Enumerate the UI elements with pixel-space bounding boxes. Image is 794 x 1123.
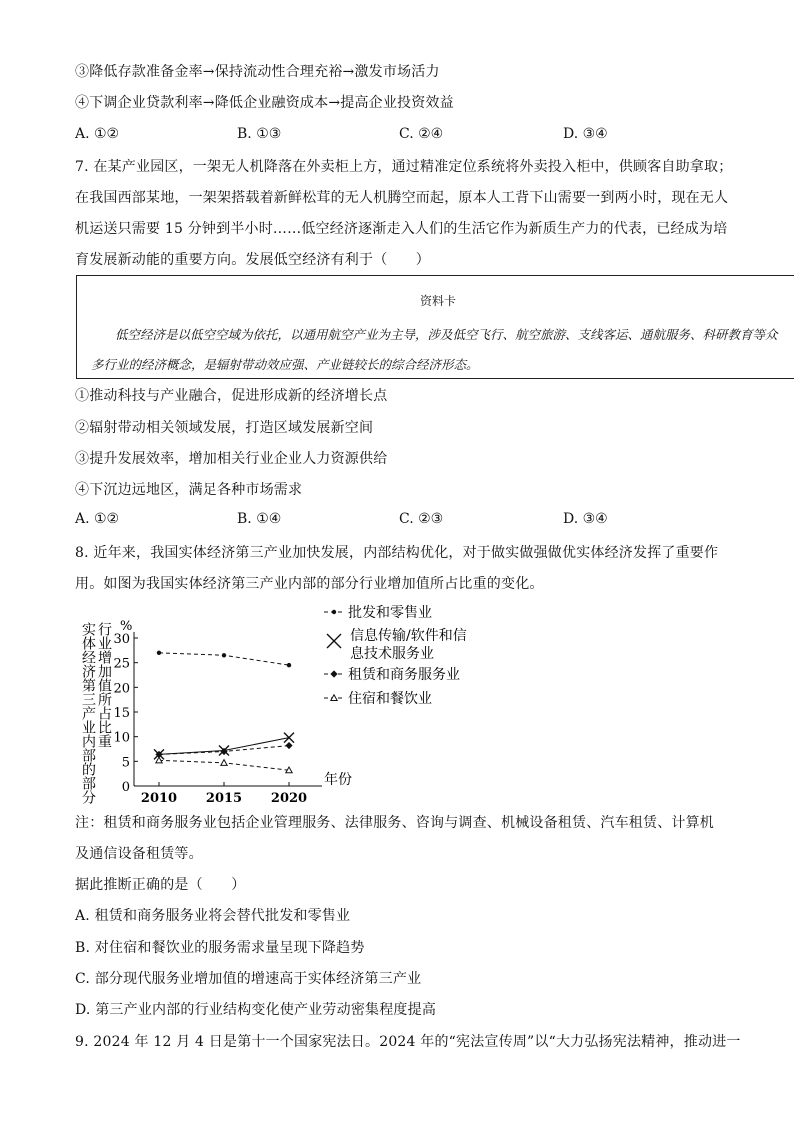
series-2-point-2 xyxy=(285,742,292,749)
q7-option-b[interactable]: B. ①④ xyxy=(237,511,282,527)
q8-note-line-2: 及通信设备租赁等。 xyxy=(75,846,203,862)
q8-question: 据此推断正确的是（ ） xyxy=(75,877,246,893)
q7-stem-line-4: 育发展新动能的重要方向。发展低空经济有利于（ ） xyxy=(75,252,430,268)
legend-marker-2 xyxy=(330,670,337,677)
q7-stem-line-1: 7. 在某产业园区，一架无人机降落在外卖柜上方，通过精准定位系统将外卖投入柜中，供顾客自助拿取； xyxy=(75,159,733,175)
q6-option-c[interactable]: C. ②④ xyxy=(399,126,444,142)
x-tick-label-0: 2010 xyxy=(140,791,178,806)
y-tick-label-4: 20 xyxy=(113,681,130,697)
q6-option-b[interactable]: B. ①③ xyxy=(237,126,282,142)
y-axis-title-line-2: 行业增加值所占比重 xyxy=(96,622,112,748)
q7-options xyxy=(75,511,715,531)
y-tick-label-1: 5 xyxy=(121,755,130,771)
x-axis-label: 年份 xyxy=(324,772,352,788)
y-tick-label-3: 15 xyxy=(113,706,130,721)
q8-note-line-1: 注：租赁和商务服务业包括企业管理服务、法律服务、咨询与调查、机械设备租赁、汽车租赁、计算机 xyxy=(75,815,714,831)
x-tick-label-2: 2020 xyxy=(270,791,308,806)
q7-item-2: ②辐射带动相关领域发展，打造区域发展新空间 xyxy=(75,420,374,436)
q6-option-a[interactable]: A. ①② xyxy=(75,126,120,142)
series-0-point-0 xyxy=(157,651,161,655)
q6-item-4: ④下调企业贷款利率→降低企业融资成本→提高企业投资效益 xyxy=(75,95,454,111)
legend-label-1-line-0: 信息传输/软件和信 xyxy=(350,628,467,644)
q7-option-c[interactable]: C. ②③ xyxy=(399,511,444,527)
q8-stem-line-2: 用。如图为我国实体经济第三产业内部的部分行业增加值所占比重的变化。 xyxy=(75,576,544,592)
q7-stem-line-3: 机运送只需要 15 分钟到半小时……低空经济逐渐走入人们的生活它作为新质生产力的代表，已经成为培 xyxy=(75,221,728,237)
x-tick-label-1: 2015 xyxy=(205,791,243,806)
q7-item-1: ①推动科技与产业融合，促进形成新的经济增长点 xyxy=(75,388,388,404)
legend-label-0: 批发和零售业 xyxy=(348,605,432,621)
q6-options xyxy=(75,126,715,146)
info-card xyxy=(76,275,794,379)
legend-label-2: 租赁和商务服务业 xyxy=(348,667,460,683)
q8-option-c[interactable]: C. 部分现代服务业增加值的增速高于实体经济第三产业 xyxy=(75,971,422,987)
q8-option-d[interactable]: D. 第三产业内部的行业结构变化使产业劳动密集程度提高 xyxy=(75,1002,437,1018)
q7-option-d[interactable]: D. ③④ xyxy=(563,511,608,527)
series-1-point-2 xyxy=(284,733,294,743)
y-tick-label-0: 0 xyxy=(121,780,130,795)
q8-stem-line-1: 8. 近年来，我国实体经济第三产业加快发展，内部结构优化，对于做实做强做优实体经济发挥了重要作 xyxy=(75,545,719,561)
y-unit-label: % xyxy=(120,619,133,634)
y-axis-title-line-1: 实体经济第三产业内部的部分 xyxy=(80,622,96,804)
q8-option-b[interactable]: B. 对住宿和餐饮业的服务需求量呈现下降趋势 xyxy=(75,940,365,956)
chart-svg xyxy=(74,600,504,810)
industry-share-chart xyxy=(74,600,504,814)
q7-stem-line-2: 在我国西部某地，一架架搭载着新鲜松茸的无人机腾空而起，原本人工背下山需要一到两小时，现在无人 xyxy=(75,190,729,206)
q9-stem-line-1: 9. 2024 年 12 月 4 日是第十一个国家宪法日。2024 年的“宪法宣传周”以“大力弘扬宪法精神，推动进一 xyxy=(75,1034,741,1050)
q7-item-3: ③提升发展效率，增加相关行业企业人力资源供给 xyxy=(75,451,388,467)
legend-label-3: 住宿和餐饮业 xyxy=(348,691,432,707)
q8-option-a[interactable]: A. 租赁和商务服务业将会替代批发和零售业 xyxy=(75,908,351,924)
q7-option-a[interactable]: A. ①② xyxy=(75,511,120,527)
legend-marker-0 xyxy=(332,610,336,614)
y-tick-label-2: 10 xyxy=(113,730,130,746)
y-tick-label-5: 25 xyxy=(113,656,130,672)
series-0-point-2 xyxy=(287,663,291,667)
legend-label-1-line-1: 息技术服务业 xyxy=(350,646,434,662)
q6-item-3: ③降低存款准备金率→保持流动性合理充裕→激发市场活力 xyxy=(75,64,440,80)
q6-option-d[interactable]: D. ③④ xyxy=(563,126,608,142)
series-3-point-1 xyxy=(221,760,227,766)
q7-item-4: ④下沉边远地区，满足各种市场需求 xyxy=(75,482,303,498)
legend-marker-1 xyxy=(327,634,341,648)
series-0-point-1 xyxy=(222,653,226,657)
y-tick-label-6: 30 xyxy=(113,632,130,647)
info-card-title: 资料卡 xyxy=(419,294,456,308)
info-card-text: 低空经济是以低空空域为依托，以通用航空产业为主导，涉及低空飞行、航空旅游、支线客运、通航服务、科研教育等众多行业的经济概念，是辐射带动效应强、产业链较长的综合经济形态。 xyxy=(91,327,778,372)
